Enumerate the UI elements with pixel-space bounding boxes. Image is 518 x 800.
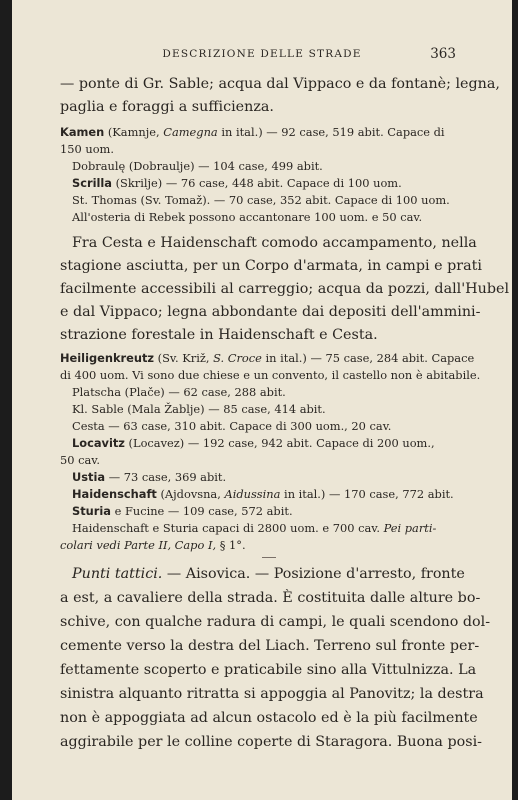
entry-line: di 400 uom. Vi sono due chiese e un convento, il castello non è abitabile. xyxy=(60,368,481,382)
text-line: stagione asciutta, per un Corpo d'armata, in campi e prati xyxy=(60,258,482,274)
text-line: — ponte di Gr. Sable; acqua dal Vippaco e da fontanè; legna, xyxy=(60,76,500,92)
text-line: strazione forestale in Haidenschaft e Cesta. xyxy=(60,327,378,343)
text-line: a est, a cavaliere della strada. È costituita dalle alture bo- xyxy=(60,590,481,606)
text-line: schive, con qualche radura di campi, le quali scendono dol- xyxy=(60,614,491,630)
entry-line: colari vedi Parte II, Capo I, § 1°. xyxy=(60,538,246,552)
entry-line: Dobraulę (Dobraulje) — 104 case, 499 abit. xyxy=(72,159,323,173)
entry-line: 150 uom. xyxy=(60,142,114,156)
entry-line: Ustia — 73 case, 369 abit. xyxy=(72,470,227,484)
divider xyxy=(262,557,276,558)
entry-line: Cesta — 63 case, 310 abit. Capace di 300 uom., 20 cav. xyxy=(72,419,392,433)
entry-line: Haidenschaft (Ajdovsna, Aidussina in ital.) — 170 case, 772 abit. xyxy=(72,487,454,501)
entry-line: Heiligenkreutz (Sv. Križ, S. Croce in ital.) — 75 case, 284 abit. Capace xyxy=(60,351,475,365)
entry-line: All'osteria di Rebek possono accantonare 100 uom. e 50 cav. xyxy=(72,210,423,224)
entry-line: Kamen (Kamnje, Camegna in ital.) — 92 case, 519 abit. Capace di xyxy=(60,125,445,139)
entry-line: Sturia e Fucine — 109 case, 572 abit. xyxy=(72,504,293,518)
running-title: DESCRIZIONE DELLE STRADE xyxy=(162,48,362,60)
running-header xyxy=(12,48,512,64)
entry-line: Locavitz (Locavez) — 192 case, 942 abit. Capace di 200 uom., xyxy=(72,436,435,450)
text-line: paglia e foraggi a sufficienza. xyxy=(60,99,274,115)
text-line: Punti tattici. — Aisovica. — Posizione d'arresto, fronte xyxy=(72,566,465,582)
entry-line: 50 cav. xyxy=(60,453,100,467)
text-line: cemente verso la destra del Liach. Terreno sul fronte per- xyxy=(60,638,480,654)
text-line: aggirabile per le colline coperte di Staragora. Buona posi- xyxy=(60,734,482,750)
text-line: non è appoggiata ad alcun ostacolo ed è la più facilmente xyxy=(60,710,478,726)
text-line: e dal Vippaco; legna abbondante dai depositi dell'ammini- xyxy=(60,304,481,320)
text-line: sinistra alquanto ritratta si appoggia al Panovitz; la destra xyxy=(60,686,484,702)
entry-line: Kl. Sable (Mala Žablje) — 85 case, 414 abit. xyxy=(72,402,326,416)
page-number: 363 xyxy=(430,46,456,62)
entry-line: Haidenschaft e Sturia capaci di 2800 uom. e 700 cav. Pei parti- xyxy=(72,521,437,535)
entry-line: Scrilla (Skrilje) — 76 case, 448 abit. Capace di 100 uom. xyxy=(72,176,402,190)
text-line: fettamente scoperto e praticabile sino alla Vittulnizza. La xyxy=(60,662,477,678)
entry-line: St. Thomas (Sv. Tomaž). — 70 case, 352 abit. Capace di 100 uom. xyxy=(72,193,450,207)
book-page xyxy=(12,0,512,800)
text-line: facilmente accessibili al carreggio; acqua da pozzi, dall'Hubel xyxy=(60,281,510,297)
text-line: Fra Cesta e Haidenschaft comodo accampamento, nella xyxy=(72,235,477,251)
entry-line: Platscha (Plače) — 62 case, 288 abit. xyxy=(72,385,286,399)
